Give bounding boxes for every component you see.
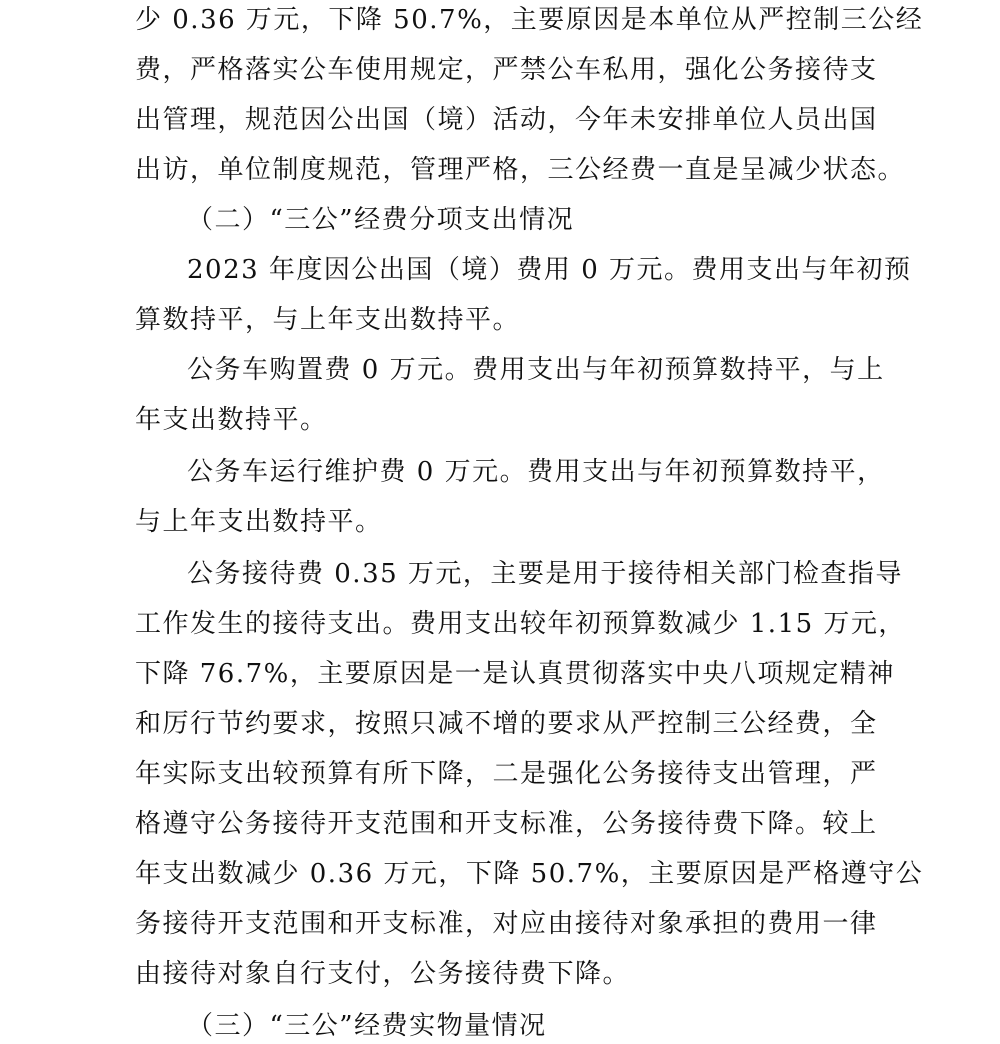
text-line-20: 由接待对象自行支付，公务接待费下降。	[135, 959, 631, 989]
text-line-12: 公务接待费 0.35 万元，主要是用于接待相关部门检查指导	[187, 559, 903, 589]
text-line-14: 下降 76.7%，主要原因是一是认真贯彻落实中央八项规定精神	[135, 659, 895, 689]
section-heading-2: （二）“三公”经费分项支出情况	[187, 205, 575, 235]
text-line-4: 出访，单位制度规范，管理严格，三公经费一直是呈减少状态。	[135, 155, 906, 185]
text-line-17: 格遵守公务接待开支范围和开支标准，公务接待费下降。较上	[135, 809, 878, 839]
text-line-18: 年支出数减少 0.36 万元，下降 50.7%，主要原因是严格遵守公	[135, 859, 924, 889]
text-line-19: 务接待开支范围和开支标准，对应由接待对象承担的费用一律	[135, 909, 878, 939]
text-line-2: 费，严格落实公车使用规定，严禁公车私用，强化公务接待支	[135, 55, 878, 85]
text-line-9: 年支出数持平。	[135, 405, 328, 435]
text-line-3: 出管理，规范因公出国（境）活动，今年未安排单位人员出国	[135, 105, 878, 135]
text-line-8: 公务车购置费 0 万元。费用支出与年初预算数持平，与上	[187, 355, 885, 385]
text-line-11: 与上年支出数持平。	[135, 507, 383, 537]
text-line-15: 和厉行节约要求，按照只减不增的要求从严控制三公经费，全	[135, 709, 878, 739]
text-line-13: 工作发生的接待支出。费用支出较年初预算数减少 1.15 万元，	[135, 609, 906, 639]
text-line-1: 少 0.36 万元，下降 50.7%，主要原因是本单位从严控制三公经	[135, 5, 924, 35]
text-line-16: 年实际支出较预算有所下降，二是强化公务接待支出管理，严	[135, 759, 878, 789]
text-line-7: 算数持平，与上年支出数持平。	[135, 305, 521, 335]
text-line-10: 公务车运行维护费 0 万元。费用支出与年初预算数持平，	[187, 457, 885, 487]
section-heading-3: （三）“三公”经费实物量情况	[187, 1011, 547, 1041]
text-line-6: 2023 年度因公出国（境）费用 0 万元。费用支出与年初预	[187, 255, 912, 285]
